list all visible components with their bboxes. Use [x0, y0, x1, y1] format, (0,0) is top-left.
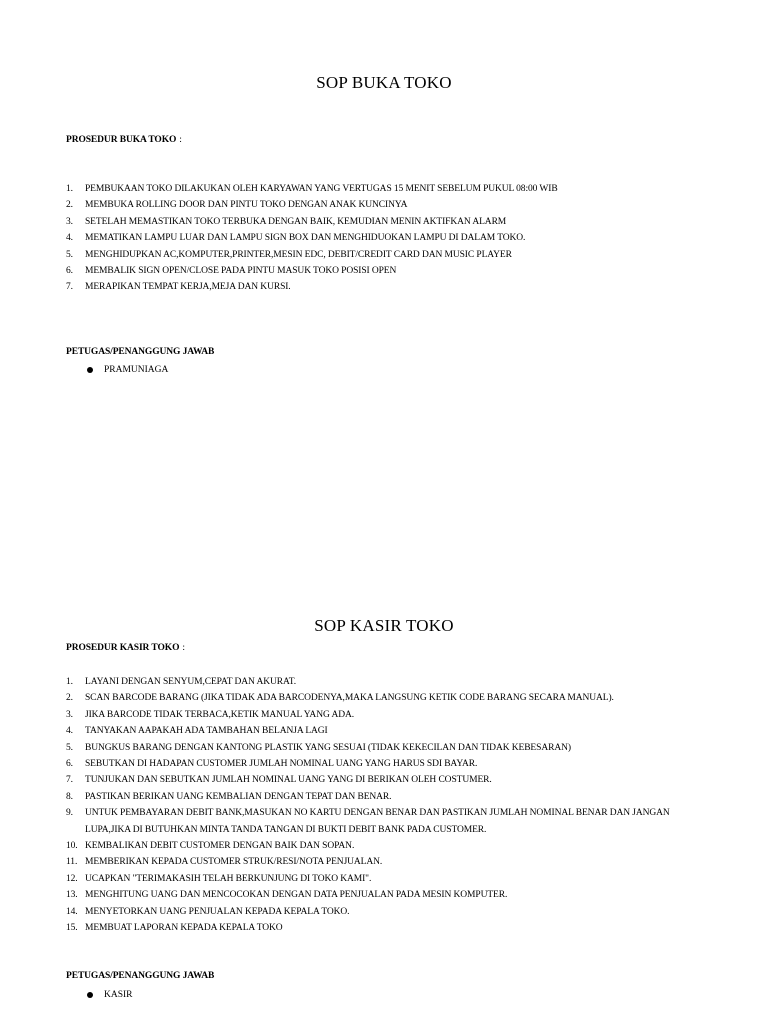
step-number: 10. [66, 841, 78, 852]
step-number: 12. [66, 873, 78, 884]
bullet-icon [87, 992, 93, 998]
step-text: UCAPKAN "TERIMAKASIH TELAH BERKUNJUNG DI TOKO KAMI". [85, 873, 372, 884]
step-item [0, 871, 715, 887]
step-item [0, 707, 715, 723]
step-number: 9. [66, 808, 73, 819]
sop-kasir-responsible-list [0, 987, 133, 1003]
step-text: MEMBUKA ROLLING DOOR DAN PINTU TOKO DENGAN ANAK KUNCINYA [85, 200, 408, 211]
sop-buka-procedure-label [66, 135, 182, 145]
step-item [0, 197, 715, 213]
step-number: 4. [66, 233, 73, 244]
step-number: 3. [66, 709, 73, 720]
step-item [0, 674, 715, 690]
responsible-item [0, 362, 168, 378]
step-text: MENGHIDUPKAN AC,KOMPUTER,PRINTER,MESIN EDC, DEBIT/CREDIT CARD DAN MUSIC PLAYER [85, 249, 512, 260]
step-number: 11. [66, 857, 78, 868]
responsible-text: KASIR [104, 990, 133, 1000]
sop-kasir-responsible-label: PETUGAS/PENANGGUNG JAWAB [66, 971, 215, 981]
step-text: JIKA BARCODE TIDAK TERBACA,KETIK MANUAL YANG ADA. [85, 709, 355, 720]
step-item [0, 838, 715, 854]
responsible-text: PRAMUNIAGA [104, 365, 169, 375]
step-text: MENGHITUNG UANG DAN MENCOCOKAN DENGAN DATA PENJUALAN PADA MESIN KOMPUTER. [85, 890, 508, 901]
step-item [0, 247, 715, 263]
step-text: MERAPIKAN TEMPAT KERJA,MEJA DAN KURSI. [85, 282, 291, 293]
step-text: LAYANI DENGAN SENYUM,CEPAT DAN AKURAT. [85, 677, 297, 687]
step-number: 5. [66, 249, 73, 260]
step-text: TUNJUKAN DAN SEBUTKAN JUMLAH NOMINAL UANG YANG DI BERIKAN OLEH COSTUMER. [85, 775, 492, 786]
step-number: 8. [66, 791, 73, 802]
procedure-label-colon: : [182, 643, 185, 653]
procedure-label-text: PROSEDUR BUKA TOKO [66, 135, 177, 145]
step-item [0, 920, 715, 936]
step-number: 15. [66, 923, 78, 934]
sop-buka-responsible-list [0, 362, 168, 378]
step-number: 3. [66, 216, 73, 227]
step-text: SCAN BARCODE BARANG (JIKA TIDAK ADA BARCODENYA,MAKA LANGSUNG KETIK CODE BARANG SECARA MANUAL). [85, 693, 614, 704]
sop-buka-title: SOP BUKA TOKO [316, 73, 452, 92]
step-number: 13. [66, 890, 78, 901]
bullet-icon [87, 367, 93, 373]
step-number: 6. [66, 759, 73, 770]
responsible-item [0, 987, 133, 1003]
step-text: PASTIKAN BERIKAN UANG KEMBALIAN DENGAN TEPAT DAN BENAR. [85, 791, 392, 802]
step-number: 4. [66, 726, 73, 737]
sop-buka-responsible-label: PETUGAS/PENANGGUNG JAWAB [66, 347, 215, 357]
step-text: KEMBALIKAN DEBIT CUSTOMER DENGAN BAIK DAN SOPAN. [85, 841, 355, 852]
step-text: MEMATIKAN LAMPU LUAR DAN LAMPU SIGN BOX DAN MENGHIDUOKAN LAMPU DI DALAM TOKO. [85, 233, 526, 244]
procedure-label-colon: : [179, 135, 182, 145]
sop-kasir-procedure-label [66, 643, 185, 653]
step-number: 6. [66, 266, 73, 277]
step-text: BUNGKUS BARANG DENGAN KANTONG PLASTIK YANG SESUAI (TIDAK KEKECILAN DAN TIDAK KEBESARAN) [85, 742, 571, 753]
step-item [0, 690, 715, 706]
step-number: 2. [66, 200, 73, 211]
step-item [0, 740, 715, 756]
step-number: 7. [66, 282, 73, 293]
step-number: 14. [66, 906, 78, 917]
step-item [0, 789, 715, 805]
step-item [0, 230, 715, 246]
step-text: TANYAKAN AAPAKAH ADA TAMBAHAN BELANJA LAGI [85, 726, 328, 737]
step-text: MEMBERIKAN KEPADA CUSTOMER STRUK/RESI/NOTA PENJUALAN. [85, 857, 383, 868]
step-item [0, 756, 715, 772]
sop-kasir-title: SOP KASIR TOKO [314, 616, 454, 635]
step-item [0, 854, 715, 870]
step-item [0, 772, 715, 788]
sop-kasir-steps-list [0, 674, 715, 937]
step-item [0, 279, 715, 295]
step-number: 1. [66, 677, 73, 687]
step-item [0, 181, 715, 197]
sop-buka-steps-list [0, 181, 715, 296]
step-text: SETELAH MEMASTIKAN TOKO TERBUKA DENGAN BAIK, KEMUDIAN MENIN AKTIFKAN ALARM [85, 216, 507, 227]
step-number: 5. [66, 742, 73, 753]
step-item [0, 723, 715, 739]
step-text: SEBUTKAN DI HADAPAN CUSTOMER JUMLAH NOMINAL UANG YANG HARUS SDI BAYAR. [85, 759, 478, 770]
step-number: 2. [66, 693, 73, 704]
step-text: MEMBUAT LAPORAN KEPADA KEPALA TOKO [85, 923, 283, 934]
step-item [0, 887, 715, 903]
step-item [0, 805, 715, 838]
step-item [0, 263, 715, 279]
step-number: 7. [66, 775, 73, 786]
step-text: PEMBUKAAN TOKO DILAKUKAN OLEH KARYAWAN YANG VERTUGAS 15 MENIT SEBELUM PUKUL 08:00 WIB [85, 184, 558, 194]
step-text: UNTUK PEMBAYARAN DEBIT BANK,MASUKAN NO KARTU DENGAN BENAR DAN PASTIKAN JUMLAH NOMINAL BENAR DAN JANGAN LUPA,JIKA DI BUTUHKAN MINTA TANDA TANGAN DI BUKTI DEBIT BANK PADA CUSTOMER. [85, 808, 670, 835]
step-item [0, 214, 715, 230]
step-text: MENYETORKAN UANG PENJUALAN KEPADA KEPALA TOKO. [85, 906, 350, 917]
step-number: 1. [66, 184, 73, 194]
procedure-label-text: PROSEDUR KASIR TOKO [66, 643, 180, 653]
step-text: MEMBALIK SIGN OPEN/CLOSE PADA PINTU MASUK TOKO POSISI OPEN [85, 266, 397, 277]
step-item [0, 904, 715, 920]
